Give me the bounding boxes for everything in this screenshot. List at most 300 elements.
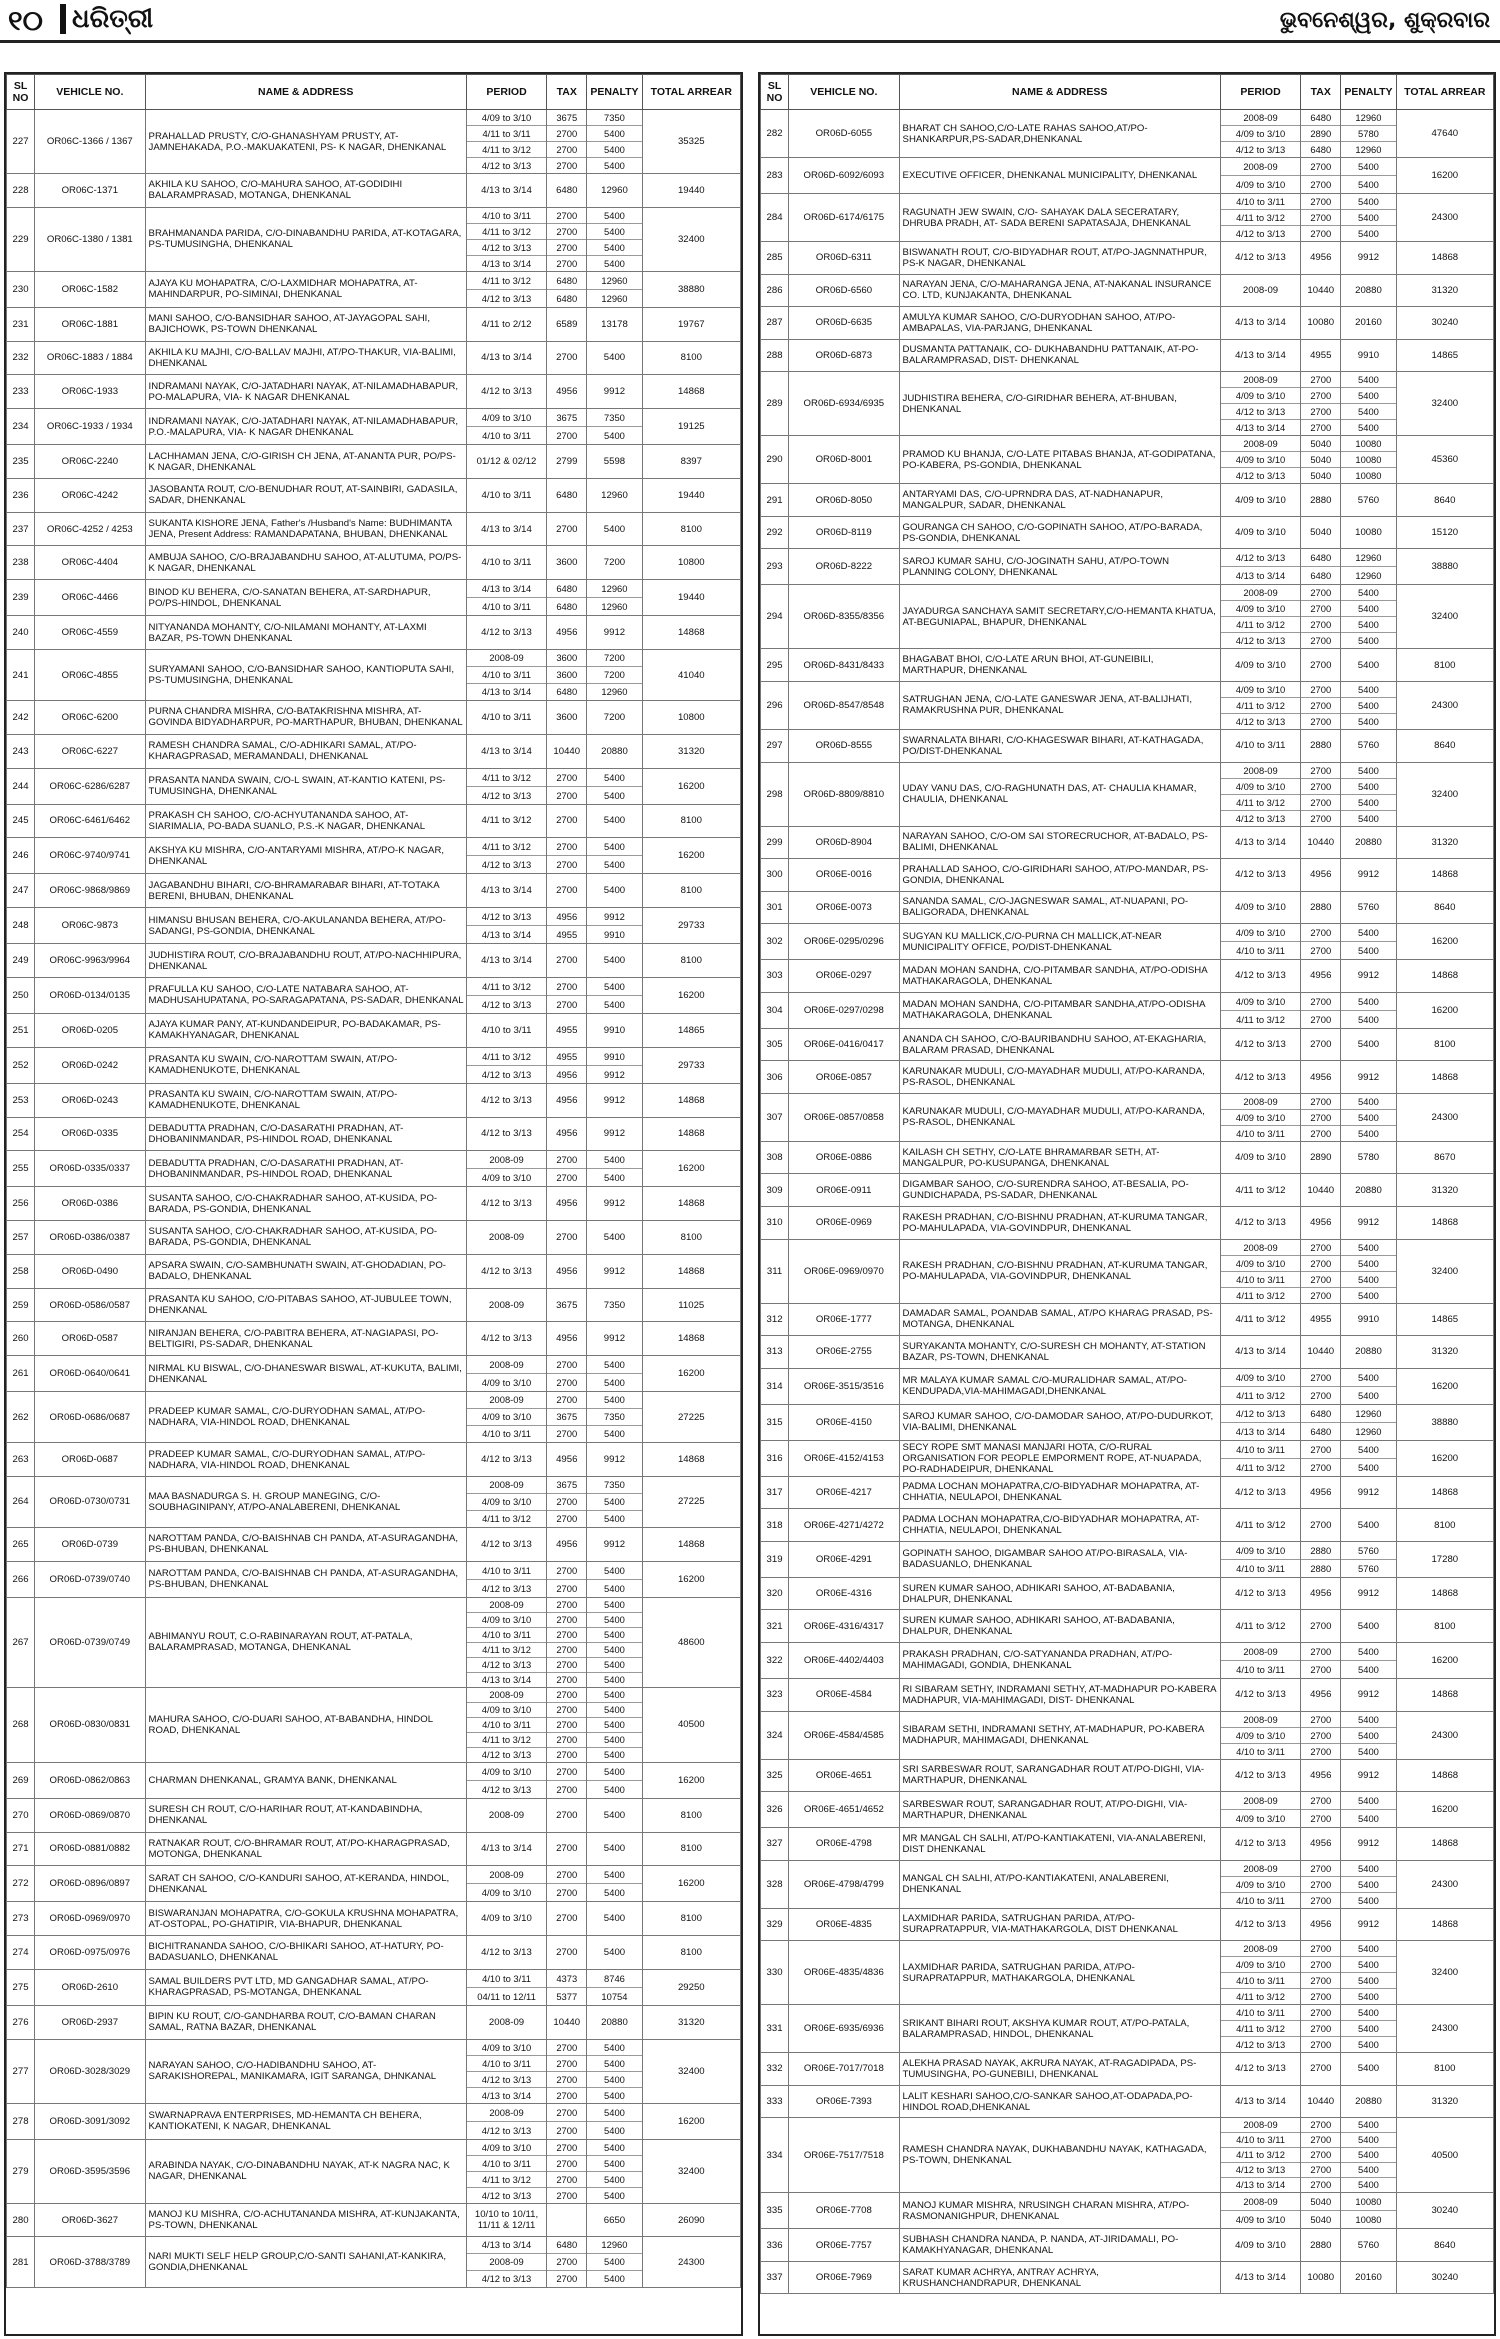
period-line: 4/12 to 3/13 xyxy=(481,1582,532,1594)
penalty-line: 5400 xyxy=(587,978,641,996)
period-line: 4/12 to 3/13 xyxy=(467,1658,546,1673)
total-arrear-cell: 32400 xyxy=(1396,762,1493,826)
period-line: 2008-09 xyxy=(1221,372,1300,388)
penalty-line: 5400 xyxy=(587,2056,641,2072)
period-line: 4/10 to 3/11 xyxy=(467,667,546,684)
penalty-line: 12960 xyxy=(587,2237,641,2254)
penalty-cell xyxy=(587,271,642,307)
penalty-cell: 9912 xyxy=(1341,1908,1396,1941)
total-arrear-cell: 14868 xyxy=(642,1083,740,1117)
table-row xyxy=(7,1013,741,1047)
penalty-cell: 5400 xyxy=(1341,1509,1396,1542)
name-address-cell: PRAFULLA KU SAHOO, C/O-LATE NATABARA SAHOO, AT-MADHUSAHUPATANA, PO-SARAGAPATANA, PS-SADAR, DHENKANAL xyxy=(145,977,466,1013)
penalty-line: 5400 xyxy=(604,430,625,442)
penalty-cell xyxy=(587,580,642,616)
vehicle-no-cell: OR06C-9963/9964 xyxy=(35,944,145,978)
period-line: 4/13 to 3/14 xyxy=(467,2237,546,2254)
table-row xyxy=(761,436,1494,484)
period-cell: 4/09 to 3/10 xyxy=(1220,516,1300,549)
total-arrear-cell: 38880 xyxy=(1396,1404,1493,1440)
arrear-table-right-body xyxy=(761,110,1494,2294)
table-row xyxy=(761,1860,1494,1908)
sl-no-cell: 336 xyxy=(761,2229,789,2262)
penalty-line: 5400 xyxy=(604,2124,625,2136)
penalty-cell: 5400 xyxy=(1341,649,1396,682)
period-cell xyxy=(466,1762,546,1798)
period-line: 4/11 to 3/12 xyxy=(1221,698,1300,714)
tax-line: 2700 xyxy=(1310,1127,1332,1139)
period-cell xyxy=(1220,1642,1300,1678)
period-line: 4/10 to 3/11 xyxy=(467,1562,546,1580)
penalty-line: 5400 xyxy=(587,1703,641,1718)
sl-no-cell: 283 xyxy=(761,158,789,194)
period-line: 4/12 to 3/13 xyxy=(481,1783,532,1795)
period-line: 4/10 to 3/11 xyxy=(467,1970,546,1988)
period-cell: 4/12 to 3/13 xyxy=(466,1527,546,1561)
table-row xyxy=(761,2229,1494,2262)
name-address-cell: RAKESH PRADHAN, C/O-BISHNU PRADHAN, AT-KURUMA TANGAR, PO-MAHULAPADA, VIA-GOVINDPUR, DHENKANAL xyxy=(899,1239,1220,1303)
vehicle-no-cell: OR06D-6311 xyxy=(789,242,899,275)
total-arrear-cell: 31320 xyxy=(642,2005,740,2039)
tax-line: 3675 xyxy=(547,110,586,126)
penalty-line: 5400 xyxy=(587,2140,641,2156)
tax-line: 6480 xyxy=(547,2237,586,2254)
tax-line: 2700 xyxy=(547,1494,586,1511)
period-line: 4/11 to 3/12 xyxy=(1236,1991,1285,2003)
vehicle-no-cell: OR06C-6461/6462 xyxy=(35,804,145,838)
total-arrear-cell: 14868 xyxy=(1396,1577,1493,1610)
tax-cell xyxy=(1301,1941,1341,2005)
tax-cell: 2880 xyxy=(1301,729,1341,762)
penalty-line: 5400 xyxy=(587,1562,641,1580)
table-row xyxy=(761,194,1494,242)
penalty-line: 5400 xyxy=(604,1673,625,1685)
sl-no-cell: 228 xyxy=(7,174,35,208)
tax-line: 2700 xyxy=(1301,1792,1340,1810)
period-line: 4/10 to 3/11 xyxy=(1221,1441,1300,1459)
period-cell: 4/11 to 3/12 xyxy=(1220,1174,1300,1207)
period-cell xyxy=(1220,762,1300,826)
tax-line: 2700 xyxy=(1310,228,1332,239)
tax-line: 2700 xyxy=(1301,2118,1340,2133)
penalty-cell: 5400 xyxy=(1341,1610,1396,1643)
name-address-cell: MANOJ KUMAR MISHRA, NRUSINGH CHARAN MISHRA, AT/PO-RASMONANIGHPUR, DHENKANAL xyxy=(899,2193,1220,2229)
tax-line: 2700 xyxy=(1301,1957,1340,1973)
newspaper-masthead: ଧରିତ୍ରୀ xyxy=(60,4,153,34)
period-cell: 4/09 to 3/10 xyxy=(1220,891,1300,924)
tax-cell xyxy=(547,2139,587,2203)
period-line: 4/12 to 3/13 xyxy=(481,2124,532,2136)
total-arrear-cell: 19440 xyxy=(642,174,740,208)
name-address-cell: SECY ROPE SMT MANASI MANJARI HOTA, C/O-RURAL ORGANISATION FOR PEOPLE EMPORMENT ROPE, AT-NUAPADA, PO-RADHADEIPUR, DHENKANAL xyxy=(899,1440,1220,1476)
sl-no-cell: 243 xyxy=(7,734,35,768)
tax-line: 2700 xyxy=(547,2254,586,2271)
table-row xyxy=(761,1828,1494,1861)
penalty-cell: 9912 xyxy=(1341,1678,1396,1711)
period-line: 4/10 to 3/11 xyxy=(1221,1272,1300,1288)
col-penalty-header: PENALTY xyxy=(1341,75,1396,110)
penalty-line: 5400 xyxy=(587,208,641,224)
penalty-line: 5400 xyxy=(1341,1877,1395,1893)
period-line: 4/10 to 3/11 xyxy=(467,1718,546,1733)
table-row xyxy=(7,546,741,580)
penalty-line: 5400 xyxy=(1341,795,1395,811)
sl-no-cell: 302 xyxy=(761,924,789,960)
penalty-cell xyxy=(1341,1642,1396,1678)
tax-line: 3675 xyxy=(547,1477,586,1494)
table-row xyxy=(7,445,741,479)
tax-cell: 10080 xyxy=(1301,2261,1341,2294)
table-row xyxy=(7,977,741,1013)
penalty-line: 7350 xyxy=(587,409,641,427)
vehicle-no-cell: OR06D-0386 xyxy=(35,1187,145,1221)
table-row xyxy=(7,1969,741,2005)
period-line: 4/10 to 3/11 xyxy=(467,1628,546,1643)
table-row xyxy=(761,585,1494,649)
penalty-line: 5400 xyxy=(604,859,625,871)
name-address-cell: EXECUTIVE OFFICER, DHENKANAL MUNICIPALITY, DHENKANAL xyxy=(899,158,1220,194)
period-line: 4/11 to 3/12 xyxy=(1236,1461,1285,1473)
sl-no-cell: 329 xyxy=(761,1908,789,1941)
table-header-row xyxy=(761,75,1494,110)
vehicle-no-cell: OR06C-6227 xyxy=(35,734,145,768)
period-cell xyxy=(1220,1941,1300,2005)
tax-line: 5040 xyxy=(1310,2214,1332,2226)
penalty-cell: 5760 xyxy=(1341,891,1396,924)
col-tax-header: TAX xyxy=(547,75,587,110)
penalty-cell xyxy=(587,110,642,174)
penalty-line: 5400 xyxy=(1341,698,1395,714)
vehicle-no-cell: OR06D-0205 xyxy=(35,1013,145,1047)
vehicle-no-cell: OR06C-1933 xyxy=(35,375,145,409)
total-arrear-cell: 15120 xyxy=(1396,516,1493,549)
vehicle-no-cell: OR06D-0969/0970 xyxy=(35,1902,145,1936)
penalty-cell: 20880 xyxy=(1341,2085,1396,2118)
vehicle-no-cell: OR06D-0739/0740 xyxy=(35,1561,145,1597)
sl-no-cell: 301 xyxy=(761,891,789,924)
penalty-line: 9910 xyxy=(587,1048,641,1066)
vehicle-no-cell: OR06E-0295/0296 xyxy=(789,924,899,960)
total-arrear-cell: 19440 xyxy=(642,580,740,616)
name-address-cell: AMULYA KUMAR SAHOO, C/O-DURYODHAN SAHOO, AT/PO-AMBAPALAS, VIA-PARJANG, DHENKANAL xyxy=(899,307,1220,340)
vehicle-no-cell: OR06D-6934/6935 xyxy=(789,372,899,436)
period-line: 4/09 to 3/10 xyxy=(1221,1542,1300,1560)
penalty-cell: 20880 xyxy=(587,734,642,768)
sl-no-cell: 316 xyxy=(761,1440,789,1476)
total-arrear-cell: 14865 xyxy=(1396,339,1493,372)
table-row xyxy=(7,616,741,650)
period-line: 4/10 to 3/11 xyxy=(467,208,546,224)
name-address-cell: SUSANTA SAHOO, C/O-CHAKRADHAR SAHOO, AT-KUSIDA, PO-BARADA, PS-GONDIA, DHENKANAL xyxy=(145,1221,466,1255)
name-address-cell: DAMADAR SAMAL, POANDAB SAMAL, AT/PO KHARAG PRASAD, PS- MOTANGA, DHENKANAL xyxy=(899,1303,1220,1336)
total-arrear-cell: 16200 xyxy=(642,1151,740,1187)
tax-line: 5040 xyxy=(1301,452,1340,468)
period-line: 4/09 to 3/10 xyxy=(1221,126,1300,142)
period-cell: 4/12 to 3/13 xyxy=(1220,1828,1300,1861)
tax-cell: 6480 xyxy=(547,478,587,512)
name-address-cell: BIPIN KU ROUT, C/O-GANDHARBA ROUT, C/O-BAMAN CHARAN SAMAL, RATNA BAZAR, DHENKANAL xyxy=(145,2005,466,2039)
tax-cell: 4956 xyxy=(547,375,587,409)
tax-cell: 2700 xyxy=(547,1902,587,1936)
penalty-cell xyxy=(587,838,642,874)
name-address-cell: PURNA CHANDRA MISHRA, C/O-BATAKRISHNA MISHRA, AT-GOVINDA BIDYADHARPUR, PO-MARTHAPUR, BHUBAN, DHENKANAL xyxy=(145,701,466,735)
vehicle-no-cell: OR06D-0687 xyxy=(35,1443,145,1477)
penalty-line: 5400 xyxy=(604,1377,625,1389)
penalty-line: 5400 xyxy=(1341,1861,1395,1877)
sl-no-cell: 290 xyxy=(761,436,789,484)
period-cell xyxy=(1220,194,1300,242)
penalty-line: 5400 xyxy=(1341,617,1395,633)
table-row xyxy=(7,1527,741,1561)
tax-cell xyxy=(547,977,587,1013)
col-name-header: NAME & ADDRESS xyxy=(145,75,466,110)
penalty-cell: 9912 xyxy=(1341,242,1396,275)
total-arrear-cell: 16200 xyxy=(642,1356,740,1392)
penalty-cell: 12960 xyxy=(587,478,642,512)
tax-line: 2700 xyxy=(556,1377,578,1389)
table-row xyxy=(7,1476,741,1527)
name-address-cell: AKHILA KU SAHOO, C/O-MAHURA SAHOO, AT-GODIDIHI BALARAMPRASAD, MOTANGA, DHENKANAL xyxy=(145,174,466,208)
tax-line: 2700 xyxy=(1301,1643,1340,1661)
tax-line: 2700 xyxy=(547,978,586,996)
period-cell: 2008-09 xyxy=(1220,274,1300,307)
period-line: 2008-09 xyxy=(1221,2118,1300,2133)
table-row xyxy=(761,1207,1494,1240)
tax-cell: 4956 xyxy=(1301,1828,1341,1861)
name-address-cell: SAROJ KUMAR SAHU, C/O-JOGINATH SAHU, AT/PO-TOWN PLANNING COLONY, DHENKANAL xyxy=(899,549,1220,585)
period-cell: 4/13 to 3/14 xyxy=(466,341,546,375)
tax-cell xyxy=(1301,1239,1341,1303)
period-line: 4/12 to 3/13 xyxy=(1235,2039,1286,2051)
period-line: 4/11 to 3/12 xyxy=(467,978,546,996)
name-address-cell: LALIT KESHARI SAHOO,C/O-SANKAR SAHOO,AT-ODAPADA,PO-HINDOL ROAD,DHENKANAL xyxy=(899,2085,1220,2118)
tax-cell: 2700 xyxy=(1301,649,1341,682)
penalty-line: 5400 xyxy=(587,838,641,856)
penalty-line: 5400 xyxy=(1341,2005,1395,2021)
tax-cell: 2880 xyxy=(1301,891,1341,924)
penalty-cell: 5598 xyxy=(587,445,642,479)
period-line: 4/11 to 3/12 xyxy=(467,1643,546,1658)
tax-line: 2700 xyxy=(556,859,578,871)
period-line: 2008-09 xyxy=(1221,436,1300,452)
table-row xyxy=(761,1368,1494,1404)
period-cell: 4/10 to 3/11 xyxy=(466,478,546,512)
table-row xyxy=(761,2085,1494,2118)
page-number: ୧୦ xyxy=(8,4,43,37)
table-row xyxy=(7,207,741,271)
sl-no-cell: 323 xyxy=(761,1678,789,1711)
penalty-line: 12960 xyxy=(587,580,641,598)
period-line: 4/11 to 3/12 xyxy=(1236,1013,1285,1025)
period-line: 2008-09 xyxy=(1221,1712,1300,1728)
name-address-cell: NIRANJAN BEHERA, C/O-PABITRA BEHERA, AT-NAGIAPASI, PO-BELTIGIRI, PS-SADAR, DHENKANAL xyxy=(145,1322,466,1356)
tax-cell xyxy=(547,207,587,271)
vehicle-no-cell: OR06C-4559 xyxy=(35,616,145,650)
table-row xyxy=(761,1908,1494,1941)
total-arrear-cell: 14868 xyxy=(1396,1678,1493,1711)
period-cell: 4/12 to 3/13 xyxy=(1220,242,1300,275)
vehicle-no-cell: OR06E-4316/4317 xyxy=(789,1610,899,1643)
period-line: 4/11 to 3/11 xyxy=(467,126,546,142)
period-cell xyxy=(1220,436,1300,484)
name-address-cell: ANANDA CH SAHOO, C/O-BAURIBANDHU SAHOO, AT-EKAGHARIA, BALARAM PRASAD, DHENKANAL xyxy=(899,1028,1220,1061)
penalty-line: 5400 xyxy=(604,2273,625,2285)
name-address-cell: MAA BASNADURGA S. H. GROUP MANEGING, C/O-SOUBHAGINIPANY, AT/PO-ANALABERENI, DHENKANAL xyxy=(145,1476,466,1527)
vehicle-no-cell: OR06D-8222 xyxy=(789,549,899,585)
period-cell: 4/09 to 3/10 xyxy=(1220,1141,1300,1174)
table-row xyxy=(7,804,741,838)
tax-line: 2700 xyxy=(1310,1461,1332,1473)
name-address-cell: BISWANATH ROUT, C/O-BIDYADHAR ROUT, AT/PO-JAGNNATHPUR, PS-K NAGAR, DHENKANAL xyxy=(899,242,1220,275)
name-address-cell: BICHITRANANDA SAHOO, C/O-BHIKARI SAHOO, AT-HATURY, PO-BADASUANLO, DHENKANAL xyxy=(145,1936,466,1970)
sl-no-cell: 310 xyxy=(761,1207,789,1240)
period-line: 4/09 to 3/10 xyxy=(1221,924,1300,942)
tax-line: 2700 xyxy=(1310,1013,1332,1025)
total-arrear-cell: 8100 xyxy=(642,341,740,375)
tax-line: 2700 xyxy=(547,1763,586,1781)
table-row xyxy=(7,174,741,208)
penalty-line: 5400 xyxy=(1341,1728,1395,1744)
penalty-cell: 9910 xyxy=(587,1013,642,1047)
penalty-line: 5400 xyxy=(1341,1110,1395,1126)
name-address-cell: AMBUJA SAHOO, C/O-BRAJABANDHU SAHOO, AT-ALUTUMA, PO/PS-K NAGAR, DHENKANAL xyxy=(145,546,466,580)
period-cell xyxy=(1220,1860,1300,1908)
sl-no-cell: 244 xyxy=(7,768,35,804)
period-line: 4/12 to 3/13 xyxy=(1221,1405,1300,1423)
penalty-line: 5400 xyxy=(587,2156,641,2172)
tax-cell xyxy=(547,1866,587,1902)
penalty-line: 10754 xyxy=(601,1990,628,2002)
sl-no-cell: 242 xyxy=(7,701,35,735)
sl-no-cell: 317 xyxy=(761,1476,789,1509)
table-row xyxy=(7,701,741,735)
penalty-line: 5400 xyxy=(1341,1941,1395,1957)
penalty-cell xyxy=(587,768,642,804)
total-arrear-cell: 31320 xyxy=(642,734,740,768)
period-line: 2008-09 xyxy=(1221,110,1300,126)
sl-no-cell: 247 xyxy=(7,874,35,908)
penalty-cell: 5400 xyxy=(1341,2053,1396,2086)
period-line: 4/13 to 3/14 xyxy=(481,929,532,941)
total-arrear-cell: 16200 xyxy=(642,1762,740,1798)
tax-line: 3675 xyxy=(547,409,586,427)
period-line: 4/11 to 3/12 xyxy=(467,142,546,158)
tax-cell xyxy=(1301,110,1341,158)
penalty-line: 10080 xyxy=(1355,470,1382,482)
table-row xyxy=(761,1577,1494,1610)
table-row xyxy=(7,512,741,546)
tax-cell: 10080 xyxy=(1301,307,1341,340)
period-line: 2008-09 xyxy=(467,1598,546,1613)
penalty-line: 5400 xyxy=(587,2072,641,2088)
name-address-cell: SUKANTA KISHORE JENA, Father's /Husband's Name: BUDHIMANTA JENA, Present Address: RAMANDAPATANA, BHUBAN, DHENKANAL xyxy=(145,512,466,546)
penalty-line: 5400 xyxy=(1358,1991,1379,2003)
tax-line: 2700 xyxy=(547,1718,586,1733)
tax-cell xyxy=(547,1687,587,1762)
sl-no-cell: 235 xyxy=(7,445,35,479)
penalty-cell xyxy=(1341,1860,1396,1908)
penalty-line: 5400 xyxy=(587,1613,641,1628)
period-line: 4/09 to 3/10 xyxy=(1235,2214,1286,2226)
penalty-cell xyxy=(1341,2193,1396,2229)
tax-cell xyxy=(547,1047,587,1083)
name-address-cell: INDRAMANI NAYAK, C/O-JATADHARI NAYAK, AT-NILAMADHABAPUR, P.O.-MALAPURA, VIA- K NAGAR DHENKANAL xyxy=(145,409,466,445)
total-arrear-cell: 24300 xyxy=(1396,194,1493,242)
period-cell xyxy=(466,1866,546,1902)
col-sl-header: SL NO xyxy=(7,75,35,110)
period-line: 4/11 to 3/12 xyxy=(1221,617,1300,633)
period-cell: 4/12 to 3/13 xyxy=(1220,1061,1300,1094)
name-address-cell: PRAHALLAD PRUSTY, C/O-GHANASHYAM PRUSTY, AT-JAMNEHAKADA, P.O.-MAKUAKATENI, PS- K NAGAR, DHENKANAL xyxy=(145,110,466,174)
table-row xyxy=(7,2237,741,2288)
period-cell xyxy=(1220,924,1300,960)
tax-line: 6480 xyxy=(556,601,578,613)
penalty-line: 5400 xyxy=(1341,2118,1395,2133)
name-address-cell: JASOBANTA ROUT, C/O-BENUDHAR ROUT, AT-SAINBIRI, GADASILA, SADAR, DHENKANAL xyxy=(145,478,466,512)
tax-line: 2880 xyxy=(1310,1562,1332,1574)
name-address-cell: NITYANANDA MOHANTY, C/O-NILAMANI MOHANTY, AT-LAXMI BAZAR, PS-TOWN DHENKANAL xyxy=(145,616,466,650)
penalty-line: 5400 xyxy=(604,1428,625,1440)
penalty-line: 5400 xyxy=(587,2040,641,2056)
name-address-cell: KARUNAKAR MUDULI, C/O-MAYADHAR MUDULI, AT/PO-KARANDA, PS-RASOL, DHENKANAL xyxy=(899,1061,1220,1094)
tax-line: 2700 xyxy=(1301,2133,1340,2148)
total-arrear-cell: 8100 xyxy=(642,944,740,978)
tax-cell: 10440 xyxy=(547,2005,587,2039)
period-cell: 4/13 to 3/14 xyxy=(1220,2085,1300,2118)
penalty-cell: 7200 xyxy=(587,546,642,580)
name-address-cell: SUGYAN KU MALLICK,C/O-PURNA CH MALLICK,AT-NEAR MUNICIPALITY OFFICE, PO/DIST-DHENKANAL xyxy=(899,924,1220,960)
penalty-cell: 20160 xyxy=(1341,2261,1396,2294)
table-row xyxy=(761,2005,1494,2053)
table-row xyxy=(761,649,1494,682)
table-row xyxy=(7,1083,741,1117)
vehicle-no-cell: OR06D-0386/0387 xyxy=(35,1221,145,1255)
name-address-cell: MANGAL CH SALHI, AT/PO-KANTIAKATENI, ANALABERENI, DHENKANAL xyxy=(899,1860,1220,1908)
penalty-cell: 6650 xyxy=(587,2203,642,2237)
vehicle-no-cell: OR06E-4835/4836 xyxy=(789,1941,899,2005)
penalty-line: 5400 xyxy=(1358,1745,1379,1757)
name-address-cell: RATNAKAR ROUT, C/O-BHRAMAR ROUT, AT/PO-KHARAGPRASAD, MOTONGA, DHENKANAL xyxy=(145,1832,466,1866)
vehicle-no-cell: OR06C-4404 xyxy=(35,546,145,580)
tax-line: 2700 xyxy=(547,1628,586,1643)
penalty-cell xyxy=(587,1561,642,1597)
sl-no-cell: 312 xyxy=(761,1303,789,1336)
table-row xyxy=(7,838,741,874)
total-arrear-cell: 31320 xyxy=(1396,826,1493,859)
penalty-cell: 20880 xyxy=(1341,1336,1396,1369)
sl-no-cell: 257 xyxy=(7,1221,35,1255)
period-cell xyxy=(466,1561,546,1597)
name-address-cell: JAYADURGA SANCHAYA SAMIT SECRETARY,C/O-HEMANTA KHATUA, AT-BEGUNIAPAL, BHAPUR, DHENKANAL xyxy=(899,585,1220,649)
period-line: 4/09 to 3/10 xyxy=(1221,1256,1300,1272)
total-arrear-cell: 16200 xyxy=(1396,1368,1493,1404)
period-cell: 4/12 to 3/13 xyxy=(466,1322,546,1356)
vehicle-no-cell: OR06C-4252 / 4253 xyxy=(35,512,145,546)
vehicle-no-cell: OR06D-3627 xyxy=(35,2203,145,2237)
name-address-cell: SRI SARBESWAR ROUT, SARANGADHAR ROUT AT/PO-DIGHI, VIA-MARTHAPUR, DHENKANAL xyxy=(899,1759,1220,1792)
penalty-line: 9910 xyxy=(604,929,625,941)
tax-line: 2700 xyxy=(1301,601,1340,617)
name-address-cell: MR MALAYA KUMAR SAMAL C/O-MURALIDHAR SAMAL, AT/PO-KENDUPADA,VIA-MAHIMAGADI,DHENKANAL xyxy=(899,1368,1220,1404)
penalty-line: 5400 xyxy=(587,1733,641,1748)
total-arrear-cell: 8100 xyxy=(1396,649,1493,682)
period-line: 4/12 to 3/13 xyxy=(481,1748,532,1760)
tax-cell: 4956 xyxy=(1301,1759,1341,1792)
vehicle-no-cell: OR06C-4855 xyxy=(35,650,145,701)
total-arrear-cell: 8100 xyxy=(642,1221,740,1255)
penalty-line: 5400 xyxy=(587,2104,641,2122)
tax-cell: 10440 xyxy=(1301,274,1341,307)
